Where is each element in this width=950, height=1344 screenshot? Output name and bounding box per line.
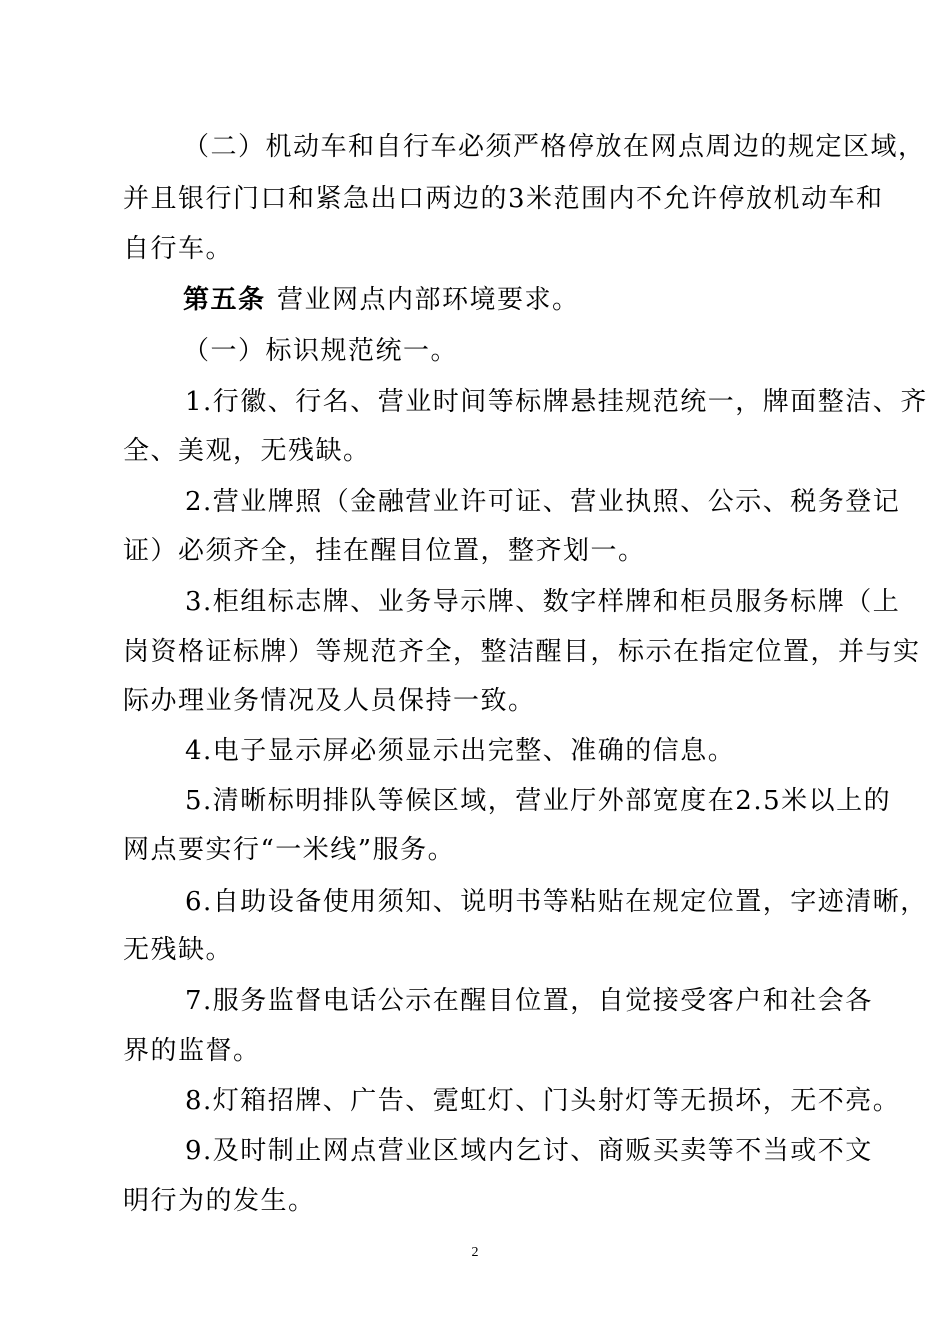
- list-item-line: 8.灯箱招牌、广告、霓虹灯、门头射灯等无损坏，无不亮。: [185, 1086, 901, 1116]
- list-item-line: 际办理业务情况及人员保持一致。: [123, 686, 536, 716]
- list-item-line: 2.营业牌照（金融营业许可证、营业执照、公示、税务登记: [185, 487, 901, 517]
- paragraph-line: 自行车。: [123, 234, 234, 264]
- list-item-line: 5.清晰标明排队等候区域，营业厅外部宽度在2.5米以上的: [185, 786, 892, 816]
- list-item-line: 证）必须齐全，挂在醒目位置，整齐划一。: [123, 536, 646, 566]
- list-item-line: 4.电子显示屏必须显示出完整、准确的信息。: [185, 736, 736, 766]
- list-item-line: 3.柜组标志牌、业务导示牌、数字样牌和柜员服务标牌（上: [185, 587, 901, 617]
- article-heading-text: 营业网点内部环境要求。: [277, 285, 580, 315]
- list-item-line: 岗资格证标牌）等规范齐全，整洁醒目，标示在指定位置，并与实: [123, 637, 921, 667]
- paragraph-line: 并且银行门口和紧急出口两边的3米范围内不允许停放机动车和: [123, 184, 884, 214]
- list-item-line: 6.自助设备使用须知、说明书等粘贴在规定位置，字迹清晰，: [185, 887, 928, 917]
- list-item-line: 界的监督。: [123, 1036, 261, 1066]
- section-heading: （一）标识规范统一。: [183, 336, 459, 366]
- page-number: 2: [471, 1245, 479, 1260]
- list-item-line: 9.及时制止网点营业区域内乞讨、商贩买卖等不当或不文: [185, 1136, 873, 1166]
- list-item-line: 网点要实行“一米线”服务。: [123, 835, 456, 865]
- list-item-line: 明行为的发生。: [123, 1186, 316, 1216]
- article-heading: 第五条: [183, 285, 266, 315]
- paragraph-line: （二）机动车和自行车必须严格停放在网点周边的规定区域，: [183, 132, 926, 162]
- list-item-line: 无残缺。: [123, 935, 234, 965]
- list-item-line: 7.服务监督电话公示在醒目位置，自觉接受客户和社会各: [185, 986, 873, 1016]
- list-item-line: 1.行徽、行名、营业时间等标牌悬挂规范统一，牌面整洁、齐: [185, 387, 928, 417]
- list-item-line: 全、美观，无残缺。: [123, 436, 371, 466]
